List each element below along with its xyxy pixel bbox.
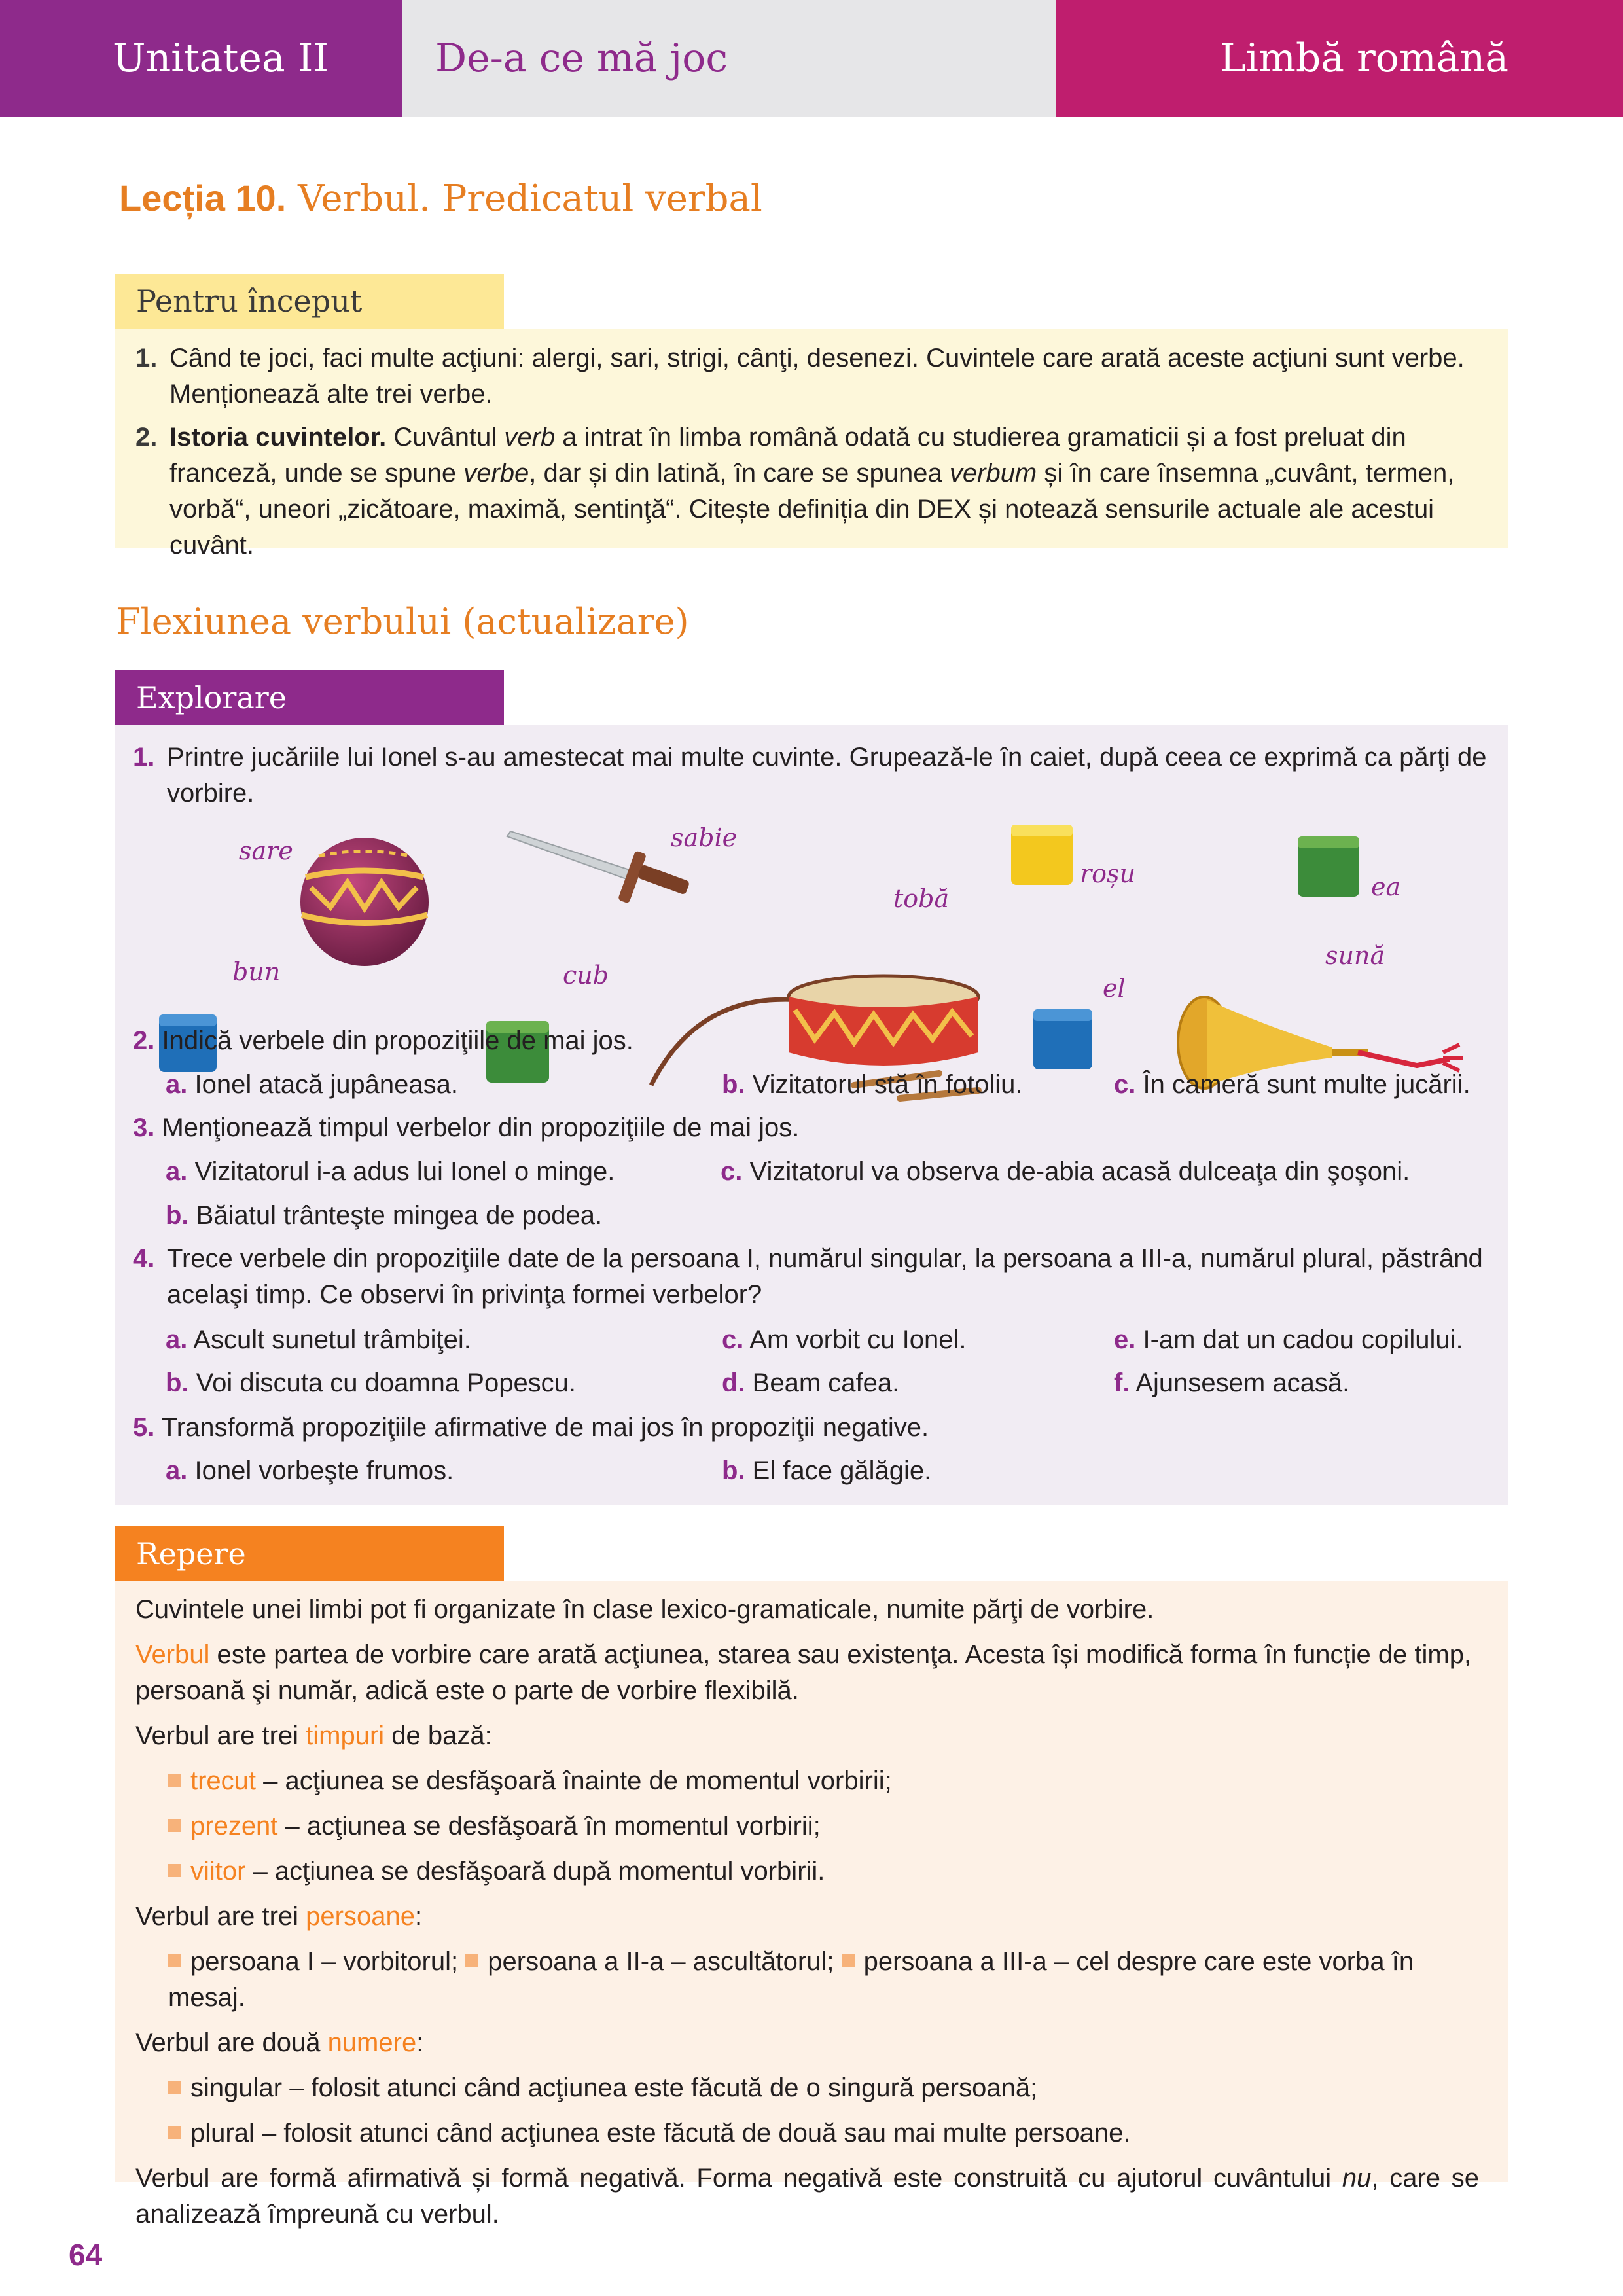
bullet-square-icon [168, 2081, 181, 2094]
number-singular [135, 2070, 1479, 2106]
repere-p6 [135, 2161, 1479, 2233]
q4-d [722, 1365, 899, 1401]
sentence: În cameră sunt multe jucării. [1143, 1070, 1471, 1099]
unit-label: Unitatea II [113, 35, 329, 81]
item-bold: Istoria cuvintelor. [169, 423, 387, 452]
letter: a. [166, 1456, 188, 1485]
sentence: Voi discuta cu doamna Popescu. [196, 1369, 577, 1397]
letter: c. [721, 1157, 743, 1186]
lesson-title [119, 177, 762, 220]
sentence: Băiatul trânteşte mingea de podea. [196, 1201, 603, 1230]
topic-label: De-a ce mă joc [435, 35, 728, 81]
cube-yellow-icon [1011, 825, 1073, 885]
header-topic [402, 0, 1056, 117]
text-run: plural – folosit atunci când acţiunea este făcută de două sau mai multe persoane. [190, 2119, 1131, 2147]
bullet-square-icon [168, 1819, 181, 1832]
italic-run: nu [1342, 2164, 1372, 2193]
highlight-term: timpuri [306, 1721, 385, 1750]
word-el: el [1103, 974, 1126, 1003]
sentence: Vizitatorul stă în fotoliu. [752, 1070, 1023, 1099]
highlight-term: prezent [190, 1812, 278, 1840]
cube-green-icon [1298, 836, 1359, 897]
word-suna: sună [1325, 941, 1385, 970]
highlight-term: Verbul [135, 1640, 210, 1669]
item-text: Când te joci, faci multe acţiuni: alergi, sari, strigi, cânţi, desenezi. Cuvintele care arată aceste acţiuni sunt verbe. Menționează alte trei verbe. [169, 344, 1465, 408]
q5-b [722, 1453, 931, 1489]
sentence: Ionel atacă jupâneasa. [194, 1070, 459, 1099]
sentence: Ionel vorbeşte frumos. [194, 1456, 454, 1485]
q4-c [722, 1322, 967, 1358]
text-run: Verbul are două [135, 2028, 328, 2057]
word-sare: sare [239, 836, 293, 865]
text-run: – acţiunea se desfăşoară înainte de momentul vorbirii; [256, 1767, 892, 1795]
italic-run: verb [504, 423, 556, 452]
letter: b. [722, 1070, 745, 1099]
section-title: Flexiunea verbului (actualizare) [116, 601, 689, 642]
question-4 [133, 1241, 1494, 1320]
q-text: Menţionează timpul verbelor din propoziţiile de mai jos. [162, 1113, 800, 1142]
repere-p1: Cuvintele unei limbi pot fi organizate în clase lexico-gramaticale, numite părţi de vorbire. [135, 1595, 1154, 1624]
bullet-square-icon [168, 1774, 181, 1787]
text-run: a intrat în limba română odată cu studierea gramaticii și a fost preluat din franceză, unde se spune [169, 423, 1406, 488]
lesson-name: Verbul. Predicatul verbal [298, 177, 762, 220]
italic-run: verbum [949, 459, 1037, 488]
repere-p4 [135, 1899, 1479, 1935]
explore-tag: Explorare [115, 670, 504, 725]
text-run: Verbul are trei [135, 1902, 306, 1931]
sentence: Vizitatorul i-a adus lui Ionel o minge. [194, 1157, 615, 1186]
item-number: 2. [135, 423, 158, 452]
bullet-square-icon [465, 1954, 478, 1967]
text-run: , dar și din latină, în care se spunea [529, 459, 950, 488]
highlight-term: persoane [306, 1902, 415, 1931]
letter: a. [166, 1325, 188, 1354]
start-tag: Pentru început [115, 274, 504, 329]
question-5 [133, 1410, 1494, 1446]
q5-a [166, 1453, 454, 1489]
q-number: 3. [133, 1113, 155, 1142]
question-1 [133, 740, 1494, 819]
tense-present [135, 1808, 1479, 1844]
bullet-square-icon [168, 1954, 181, 1967]
toys-illustration [115, 810, 1508, 1111]
q-text: Transformă propoziţiile afirmative de mai jos în propoziţii negative. [161, 1413, 929, 1442]
sentence: Ajunsesem acasă. [1135, 1369, 1350, 1397]
repere-box [115, 1581, 1508, 2229]
word-rosu: roșu [1080, 859, 1136, 888]
q-text: Printre jucăriile lui Ionel s-au amestecat mai multe cuvinte. Grupează-le în caiet, după ceea ce exprimă ca părţi de vorbire. [167, 743, 1487, 808]
persons-list [135, 1944, 1479, 2016]
sentence: Ascult sunetul trâmbiţei. [193, 1325, 471, 1354]
q4-f [1114, 1365, 1349, 1401]
q4-b [166, 1365, 576, 1401]
q-number: 1. [133, 743, 155, 772]
text-run: de bază: [384, 1721, 492, 1750]
letter: b. [722, 1456, 745, 1485]
word-bun: bun [232, 958, 281, 986]
text-run: Verbul are trei [135, 1721, 306, 1750]
repere-tag: Repere [115, 1526, 504, 1581]
q4-e [1114, 1322, 1463, 1358]
letter: d. [722, 1369, 745, 1397]
letter: f. [1114, 1369, 1130, 1397]
question-2 [133, 1023, 1494, 1059]
letter: a. [166, 1157, 188, 1186]
q-number: 2. [133, 1026, 155, 1055]
text-run: Verbul are formă afirmativă și formă negativă. Forma negativă este construită cu ajutorul cuvântului [135, 2164, 1342, 2193]
start-item-2 [135, 420, 1482, 564]
sentence: Vizitatorul va observa de-abia acasă dulceaţa din şoşoni. [749, 1157, 1410, 1186]
q2-b [722, 1067, 1022, 1103]
bullet-square-icon [168, 1864, 181, 1877]
item-number: 1. [135, 344, 158, 372]
letter: e. [1114, 1325, 1136, 1354]
text-run: , care se analizează împreună cu verbul. [135, 2164, 1479, 2229]
page-number: 64 [69, 2238, 103, 2272]
number-plural [135, 2115, 1479, 2151]
start-item-1 [135, 340, 1482, 412]
person-2: persoana a II-a – ascultătorul; [488, 1947, 834, 1976]
q3-a [166, 1154, 615, 1190]
q3-b [166, 1198, 602, 1234]
word-toba: tobă [893, 884, 950, 913]
lesson-label: Lecția 10. [119, 177, 287, 219]
highlight-term: viitor [190, 1857, 246, 1886]
letter: b. [166, 1369, 189, 1397]
text-run: : [416, 2028, 424, 2057]
q-number: 4. [133, 1244, 155, 1273]
highlight-term: trecut [190, 1767, 257, 1795]
word-sabie: sabie [671, 823, 738, 852]
sentence: Beam cafea. [752, 1369, 900, 1397]
text-run: – acţiunea se desfăşoară în momentul vorbirii; [277, 1812, 821, 1840]
tense-past [135, 1763, 1479, 1799]
repere-p3 [135, 1718, 1479, 1754]
text-run: – acţiunea se desfăşoară după momentul vorbirii. [245, 1857, 825, 1886]
sentence: El face gălăgie. [752, 1456, 932, 1485]
repere-p5 [135, 2025, 1479, 2061]
bullet-square-icon [842, 1954, 855, 1967]
text-run: Cuvântul [386, 423, 505, 452]
header-unit [0, 0, 402, 117]
repere-p2 [135, 1637, 1479, 1709]
text-run: singular – folosit atunci când acţiunea este făcută de o singură persoană; [190, 2073, 1038, 2102]
sword-icon [507, 831, 690, 904]
q2-c [1114, 1067, 1471, 1103]
tense-future [135, 1854, 1479, 1890]
text-run: și în care însemna „cuvânt, termen, vorbă“, uneori „zicătoare, maximă, sentinţă“. Citește definiția din DEX și notează sensurile actuale ale acestui cuvânt. [169, 459, 1455, 560]
q4-a [166, 1322, 471, 1358]
person-1: persoana I – vorbitorul; [190, 1947, 459, 1976]
explore-box [115, 725, 1508, 1505]
italic-run: verbe [463, 459, 529, 488]
letter: a. [166, 1070, 188, 1099]
letter: c. [722, 1325, 744, 1354]
ball-icon [300, 838, 429, 966]
text-run: este partea de vorbire care arată acţiunea, starea sau existenţa. Acesta își modifică forma în funcție de timp, persoană şi număr, adică este o parte de vorbire flexibilă. [135, 1640, 1472, 1705]
bullet-square-icon [168, 2126, 181, 2139]
q2-a [166, 1067, 458, 1103]
text-run: : [414, 1902, 423, 1931]
subject-label: Limbă română [1219, 35, 1508, 81]
sentence: Am vorbit cu Ionel. [749, 1325, 967, 1354]
start-box [115, 329, 1508, 560]
sentence: I-am dat un cadou copilului. [1143, 1325, 1463, 1354]
q-text: Trece verbele din propoziţiile date de la persoana I, numărul singular, la persoana a III-a, numărul plural, păstrând acelaşi timp. Ce observi în privinţa formei verbelor? [167, 1244, 1483, 1309]
word-cub: cub [563, 961, 609, 990]
letter: b. [166, 1201, 189, 1230]
person-3: persoana a III-a – cel despre care este vorba în mesaj. [168, 1947, 1414, 2012]
highlight-term: numere [327, 2028, 417, 2057]
q3-c [721, 1154, 1410, 1190]
q-number: 5. [133, 1413, 155, 1442]
item-text [169, 420, 1482, 564]
word-ea: ea [1371, 872, 1401, 901]
letter: c. [1114, 1070, 1136, 1099]
q-text: Indică verbele din propoziţiile de mai jos. [162, 1026, 633, 1055]
question-3 [133, 1110, 1494, 1146]
header-subject [1056, 0, 1623, 117]
